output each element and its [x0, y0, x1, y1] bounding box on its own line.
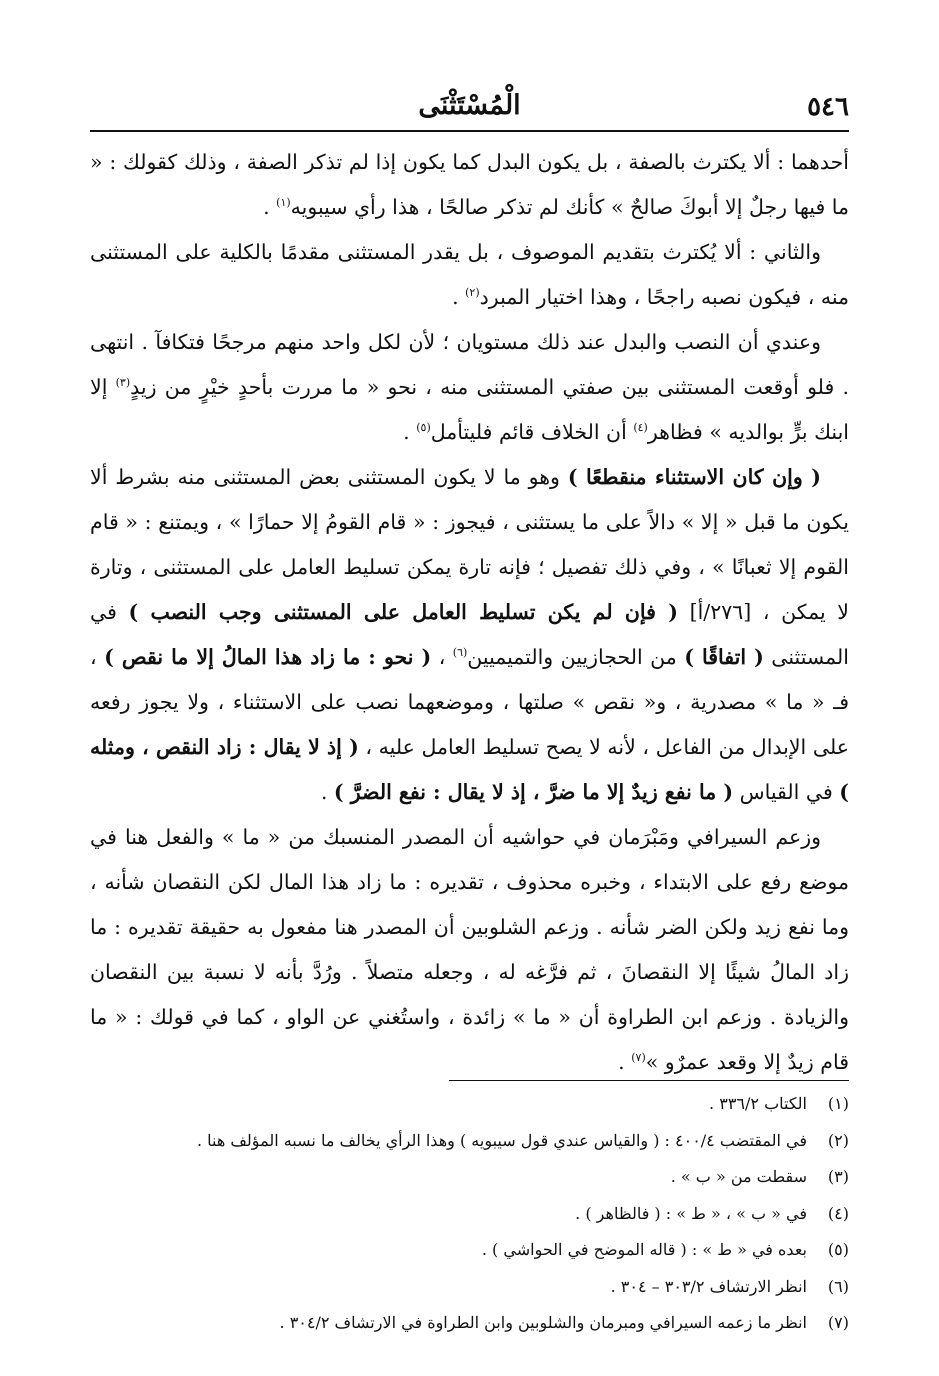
footnote-number: (٣): [827, 1167, 849, 1186]
footnote: [90, 1269, 849, 1306]
period: .: [263, 195, 277, 219]
matn-text-2: ( فإن لم يكن تسليط العامل على المستثنى وجب النصب ): [128, 600, 678, 624]
paragraph-1-text: أحدهما : ألا يكترث بالصفة ، بل يكون البدل كما يكون إذا لم تذكر الصفة ، وذلك كقولك : « ما فيها رجلٌ إلا أبوكَ صالحٌ » كأنك لم تذكر صالحًا ، هذا رأي سيبويه: [90, 150, 849, 219]
paragraph-4-text-d: ،: [431, 645, 453, 669]
footnote-number: (١): [827, 1094, 849, 1113]
matn-text-6: ( ما نفع زيدٌ إلا ما ضرَّ ، إذ لا يقال : نفع الضرَّ ): [333, 780, 734, 804]
footnotes: [90, 1086, 849, 1342]
footnote-number: (٢): [827, 1130, 849, 1150]
footnote-text: بعده في « ط » : ( قاله الموضح في الحواشي ) .: [481, 1240, 807, 1259]
paragraph-3-text-a: وعندي أن النصب والبدل عند ذلك مستويان ؛ لأن لكل واحد منهم مرجحًا فتكافآ . انتهى . فلو أوقعت المستثنى بين صفتي المستثنى منه ، نحو « ما مررت بأحدٍ خيْرٍ من زيدٍ: [90, 330, 850, 399]
footnote: [90, 1159, 849, 1196]
running-title: الْمُسْتَثْنَى: [418, 90, 521, 121]
footnote-ref-6: (٦): [452, 646, 468, 660]
footnote-ref-2: (٢): [465, 286, 480, 300]
paragraph-4-text-e: ، فـ « ما » مصدرية ، و« نقص » صلتها ، وموضعهما نصب على الاستثناء ، ولا يجوز رفعه على الإبدال من الفاعل ، لأنه لا يصح تسليط العامل عليه ،: [90, 645, 849, 759]
paragraph-4-text-f: في القياس: [733, 780, 840, 804]
paragraph-4-text-a: وهو ما لا يكون المستثنى بعض المستثنى منه بشرط ألا يكون ما قبل « إلا » دالاً على ما يستثنى ، فيجوز : « قام القومُ إلا حمارًا » ، ويمتنع : « قام القوم إلا ثعبانًا » ، وفي ذلك تفصيل ؛ فإنه تارة يمكن تسليط العامل على المستثنى ، وتارة لا يمكن ، [٢٧٦/أ]: [90, 465, 849, 624]
page-number: ٥٤٦: [807, 92, 849, 122]
paragraph-1: [90, 140, 849, 230]
footnote-text: في المقتضب ٤٠٠/٤ : ( والقياس عندي قول سيبويه ) وهذا الرأي يخالف ما نسبه المؤلف هنا .: [196, 1130, 807, 1150]
footnote-ref-3: (٣): [115, 376, 131, 390]
footnote-number: (٧): [827, 1313, 849, 1332]
footnote-number: (٤): [827, 1203, 849, 1223]
footnote-text: في « ب » ، « ط » : ( فالظاهر ) .: [575, 1203, 807, 1223]
footnote-ref-5: (٥): [416, 421, 431, 435]
paragraph-3-text-c: أن الخلاف قائم فليتأمل: [430, 420, 634, 444]
footnote-ref-7: (٧): [631, 1051, 646, 1065]
matn-text-3: ( اتفاقًا ): [684, 645, 764, 669]
paragraph-2-text: والثاني : ألا يُكترث بتقديم الموصوف ، بل يقدر المستثنى مقدمًا بالكلية على المستثنى منه ، فيكون نصبه راجحًا ، وهذا اختيار المبرد: [90, 240, 849, 309]
paragraph-5: [90, 815, 849, 1085]
period: .: [452, 285, 466, 309]
footnote-number: (٦): [827, 1276, 849, 1296]
paragraph-3: [90, 320, 849, 455]
matn-text-5: ( إذ لا يقال : زاد النقص ، ومثله ): [90, 735, 849, 804]
main-text: [90, 140, 849, 1085]
page-header: [90, 86, 849, 132]
paragraph-2: [90, 230, 849, 320]
footnote: [90, 1086, 849, 1123]
footnote-text: سقطت من « ب » .: [670, 1167, 807, 1186]
matn-text-4: ( نحو : ما زاد هذا المالُ إلا ما نقص ): [104, 645, 432, 669]
paragraph-5-text: وزعم السيرافي ومَبْرَمان في حواشيه أن المصدر المنسبك من « ما » والفعل هنا في موضع رفع على الابتداء ، وخبره محذوف ، تقديره : ما زاد هذا المال لكن النقصان شأنه ، وما نفع زيد ولكن الضر شأنه . وزعم الشلوبين أن المصدر هنا مفعول به حقيقة تقديره : ما زاد المالُ شيئًا إلا النقصانَ ، ثم فرَّغه له ، وجعله متصلاً . ورُدَّ بأنه لا نسبة بين النقصان والزيادة . وزعم ابن الطراوة أن « ما » زائدة ، واستُغني عن الواو ، كما في قولك : « ما قام زيدٌ إلا وقعد عمرٌو »: [90, 825, 849, 1074]
matn-text-1: ( وإن كان الاستثناء منقطعًا ): [567, 465, 821, 489]
footnote-text: الكتاب ٣٣٦/٢ .: [709, 1094, 807, 1113]
period: .: [403, 420, 417, 444]
footnote-text: انظر ما زعمه السيرافي ومبرمان والشلوبين وابن الطراوة في الارتشاف ٣٠٤/٢ .: [279, 1313, 807, 1332]
footnote-ref-4: (٤): [633, 421, 648, 435]
footnote: [90, 1196, 849, 1233]
footnote: [90, 1232, 849, 1269]
footnote-ref-1: (١): [276, 196, 291, 210]
paragraph-4-text-b: في المستثنى: [90, 600, 849, 669]
period: .: [618, 1050, 632, 1074]
footnote-separator: [449, 1080, 849, 1081]
footnote-text: انظر الارتشاف ٣٠٣/٢ – ٣٠٤ .: [610, 1276, 807, 1296]
paragraph-3-text-b: إلا ابنك برٍّ بوالديه » فظاهر: [90, 375, 849, 444]
paragraph-4: [90, 455, 849, 815]
period: .: [320, 780, 334, 804]
footnote: [90, 1123, 849, 1160]
footnote: [90, 1305, 849, 1342]
footnote-number: (٥): [827, 1240, 849, 1259]
paragraph-4-text-c: من الحجازيين والتميميين: [467, 645, 685, 669]
